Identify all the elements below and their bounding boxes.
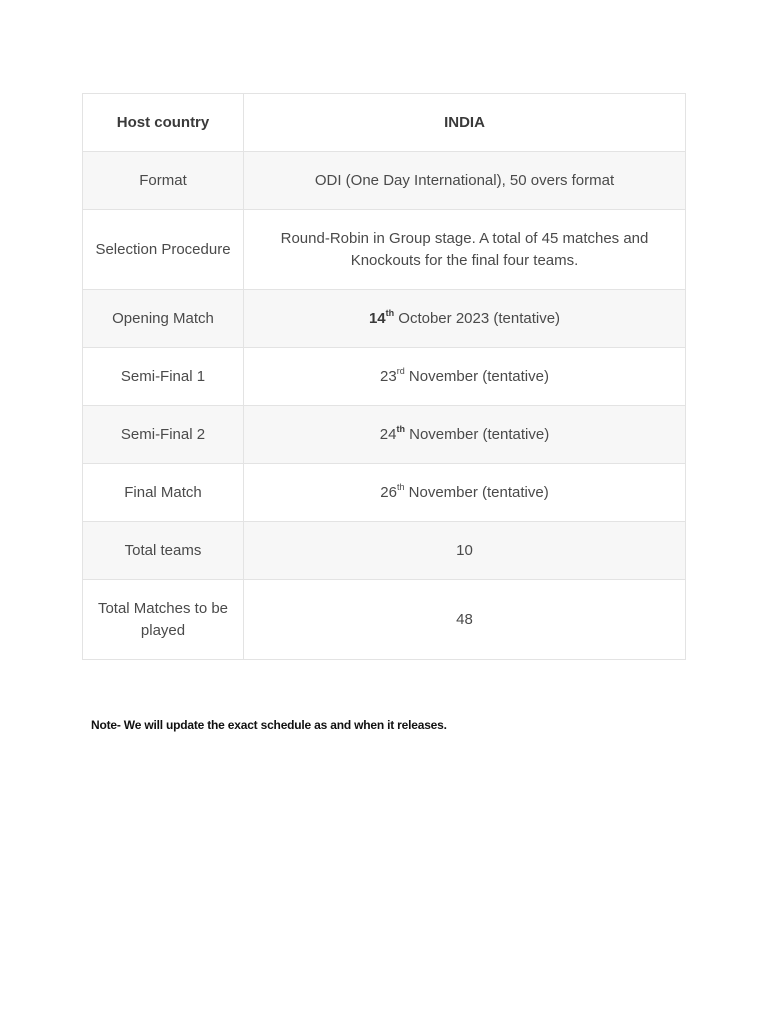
row-label-line: Total Matches to be bbox=[97, 599, 229, 617]
date-day: 26 bbox=[380, 483, 397, 501]
date-month: October bbox=[394, 309, 452, 327]
table-row bbox=[83, 580, 686, 660]
date-suffix: rd bbox=[396, 365, 405, 376]
row-value: 48 bbox=[244, 580, 686, 660]
table-row bbox=[83, 406, 686, 464]
date-day: 24 bbox=[379, 425, 397, 443]
date-rest: November (tentative) bbox=[404, 425, 550, 443]
table-row bbox=[83, 348, 686, 406]
date-day: 23 bbox=[380, 367, 397, 385]
row-label: Host country bbox=[83, 94, 244, 152]
table-row bbox=[83, 152, 686, 210]
table-row bbox=[83, 290, 686, 348]
date-rest: November (tentative) bbox=[404, 483, 549, 501]
row-label: Opening Match bbox=[83, 290, 244, 348]
date-rest: November (tentative) bbox=[404, 367, 549, 385]
date-day: 14 bbox=[368, 309, 386, 327]
row-value-line: Knockouts for the final four teams. bbox=[350, 251, 579, 269]
row-value: 10 bbox=[244, 522, 686, 580]
row-label bbox=[83, 580, 244, 660]
row-value: ODI (One Day International), 50 overs format bbox=[244, 152, 686, 210]
table-row bbox=[83, 464, 686, 522]
row-label: Format bbox=[83, 152, 244, 210]
row-value: INDIA bbox=[244, 94, 686, 152]
table-row bbox=[83, 522, 686, 580]
row-value bbox=[244, 290, 686, 348]
row-value bbox=[244, 464, 686, 522]
date-suffix: th bbox=[385, 307, 395, 318]
row-label: Semi-Final 1 bbox=[83, 348, 244, 406]
tournament-info-table bbox=[82, 93, 686, 660]
row-label: Selection Procedure bbox=[83, 210, 244, 290]
row-label-line: played bbox=[140, 621, 186, 639]
row-value bbox=[244, 406, 686, 464]
row-value-line: Round-Robin in Group stage. A total of 45 matches and bbox=[280, 229, 649, 247]
date-rest: 2023 (tentative) bbox=[451, 309, 561, 327]
schedule-note: Note- We will update the exact schedule as and when it releases. bbox=[91, 718, 447, 732]
row-value bbox=[244, 348, 686, 406]
date-suffix: th bbox=[396, 481, 405, 492]
date-suffix: th bbox=[396, 423, 405, 434]
table-row bbox=[83, 94, 686, 152]
row-label: Final Match bbox=[83, 464, 244, 522]
row-value bbox=[244, 210, 686, 290]
table-row bbox=[83, 210, 686, 290]
row-label: Semi-Final 2 bbox=[83, 406, 244, 464]
row-label: Total teams bbox=[83, 522, 244, 580]
